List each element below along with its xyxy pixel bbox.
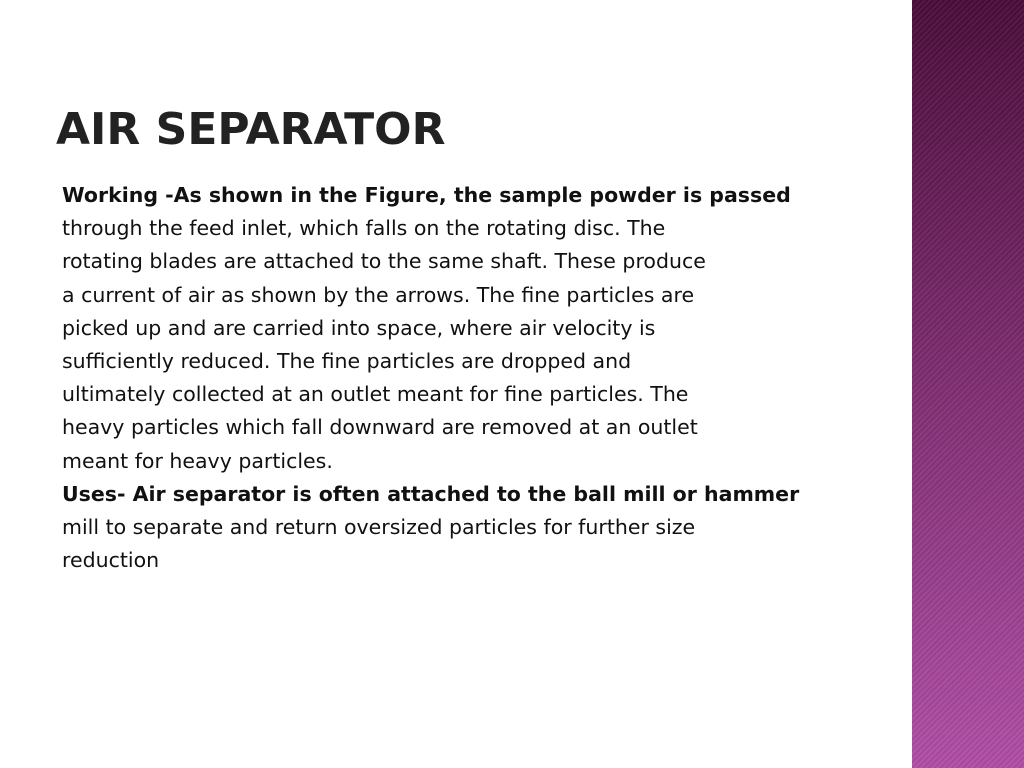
working-line-9: meant for heavy particles. xyxy=(62,448,333,473)
working-line-6: sufficiently reduced. The fine particles are dropped and xyxy=(62,349,632,374)
working-line-1: Working -As shown in the Figure, the sample powder is passed xyxy=(62,183,791,207)
uses-line-2: mill to separate and return oversized particles for further size xyxy=(62,515,696,540)
slide-title: AIR SEPARATOR xyxy=(56,104,446,155)
uses-line-3: reduction xyxy=(62,548,160,573)
slide-body xyxy=(62,179,892,577)
working-line-7: ultimately collected at an outlet meant for fine particles. The xyxy=(62,382,689,407)
working-line-2: through the feed inlet, which falls on the rotating disc. The xyxy=(62,216,666,241)
working-line-4: a current of air as shown by the arrows. The fine particles are xyxy=(62,282,695,307)
decorative-side-band xyxy=(912,0,1024,768)
working-line-5: picked up and are carried into space, where air velocity is xyxy=(62,315,656,340)
uses-line-1: Uses- Air separator is often attached to the ball mill or hammer xyxy=(62,481,800,506)
working-line-3: rotating blades are attached to the same shaft. These produce xyxy=(62,249,706,274)
working-line-8: heavy particles which fall downward are removed at an outlet xyxy=(62,415,698,440)
